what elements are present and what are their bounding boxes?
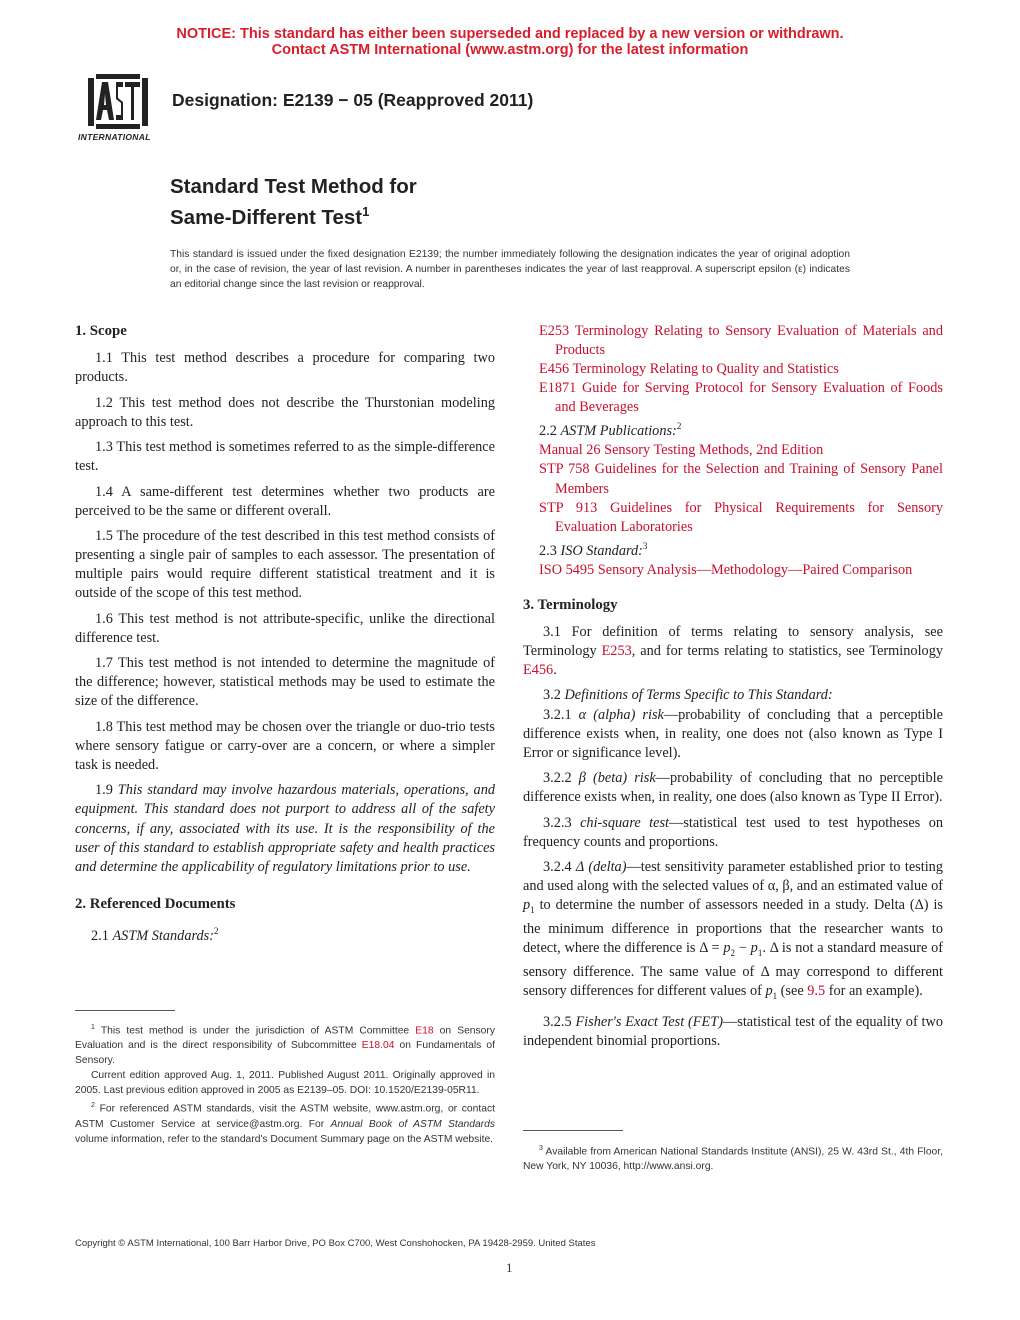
reference-item[interactable] — [523, 322, 943, 360]
copyright: Copyright © ASTM International, 100 Barr Harbor Drive, PO Box C700, West Conshohocken, PA 19428-2959. United States — [75, 1238, 596, 1249]
fet-term: Fisher's Exact Test (FET) — [575, 1013, 723, 1030]
left-column — [75, 322, 495, 946]
section-1-2: 1.2 This test method does not describe the Thurstonian modeling approach to this test. — [75, 394, 495, 430]
withdrawal-notice — [0, 26, 1020, 58]
footnotes-right — [523, 1141, 943, 1174]
section-1-7: 1.7 This test method is not intended to determine the magnitude of the difference; however, statistical methods may be used to estimate the size of the difference. — [75, 655, 495, 710]
reference-code[interactable]: E253 — [539, 323, 570, 339]
page-title — [170, 174, 417, 230]
reference-item[interactable] — [523, 379, 943, 417]
link-9-5[interactable]: 9.5 — [807, 983, 826, 1000]
section-2-3 — [523, 537, 943, 561]
section-3-2 — [523, 686, 943, 705]
section-2-2-number: 2.2 — [539, 423, 557, 440]
alpha-risk-definition: —probability of concluding that a perceptible difference exists when, in reality, one does not (also known as Type I Error or significance level). — [523, 706, 943, 761]
title-text: Same-Different Test — [170, 205, 363, 229]
delta-p1a: p — [523, 897, 531, 914]
beta-risk-term: β (beta) risk — [578, 770, 656, 787]
footnote-1-mark: 1 — [91, 1024, 95, 1031]
link-e18[interactable]: E18 — [415, 1025, 434, 1037]
delta-term: Δ (delta) — [575, 859, 627, 876]
section-1-6: 1.6 This test method is not attribute-specific, unlike the directional difference test. — [75, 610, 495, 646]
reference-code[interactable]: ISO 5495 — [539, 561, 595, 578]
section-3-1-text-c: . — [553, 662, 557, 679]
section-3-2-2-number: 3.2.2 — [543, 770, 572, 787]
section-3-2-2 — [523, 769, 943, 807]
footnote-3 — [523, 1141, 943, 1174]
reference-item[interactable] — [523, 360, 943, 379]
link-e18-04[interactable]: E18.04 — [361, 1040, 395, 1052]
reference-title[interactable]: Terminology Relating to Sensory Evaluation of Materials and Products — [555, 323, 943, 359]
section-2-2-mark: 2 — [676, 421, 682, 432]
delta-p2-sub: 2 — [730, 948, 736, 959]
section-3-1-text-a: 3.1 For definition of terms relating to sensory analysis, see Terminology — [523, 623, 943, 659]
reference-item[interactable] — [523, 460, 943, 498]
section-2-2 — [523, 417, 943, 441]
title-line-1: Standard Test Method for — [170, 175, 417, 198]
reference-item[interactable] — [523, 561, 943, 580]
reference-title[interactable]: Sensory Testing Methods, 2nd Edition — [604, 442, 824, 459]
section-2-1-mark: 2 — [214, 925, 219, 936]
footnote-2-italic: Annual Book of ASTM Standards — [330, 1118, 495, 1130]
footnote-1-text-b: on Sensory Evaluation and is the direct responsibility of Subcommittee — [75, 1025, 495, 1052]
section-2-3-mark: 3 — [642, 540, 648, 551]
delta-p1b-sub: 1 — [757, 948, 763, 959]
title-footnote-mark: 1 — [362, 204, 370, 219]
section-3-2-4-number: 3.2.4 — [543, 859, 572, 876]
delta-p1c: p — [765, 983, 773, 1000]
astm-publications-list — [523, 441, 943, 536]
delta-definition-b: to determine the number of assessors needed in a study. Delta (Δ) is the minimum difference in proportions that the researcher wants to detect, where the difference is Δ = — [523, 897, 943, 957]
section-3-2-1-number: 3.2.1 — [543, 706, 572, 723]
footnote-1 — [75, 1020, 495, 1068]
section-1-1: 1.1 This test method describes a procedure for comparing two products. — [75, 350, 495, 386]
section-2-1 — [75, 922, 495, 946]
section-3-1-text-b: , and for terms relating to statistics, see Terminology — [631, 642, 943, 659]
beta-risk-definition: —probability of concluding that no perceptible difference exists when, in reality, one does (also known as Type II Error). — [523, 770, 943, 806]
astm-logo — [76, 72, 160, 144]
reference-item[interactable] — [523, 499, 943, 537]
footnote-2 — [75, 1098, 495, 1146]
issued-note: This standard is issued under the fixed designation E2139; the number immediately following the designation indicates the year of original adoption or, in the case of revision, the year of last revision. A number in parentheses indicates the year of last reapproval. A superscript epsilon (ε) indicates an editorial change since the last revision or reapproval. — [170, 249, 850, 290]
footnote-2-text-b: volume information, refer to the standard's Document Summary page on the ASTM website. — [75, 1133, 494, 1145]
section-3-2-number: 3.2 — [543, 687, 561, 704]
section-3-1 — [523, 623, 943, 680]
reference-title[interactable]: Terminology Relating to Quality and Statistics — [572, 361, 839, 378]
section-1-9-number: 1.9 — [95, 782, 113, 799]
section-3-2-5 — [523, 1013, 943, 1051]
section-2-3-number: 2.3 — [539, 542, 557, 559]
chi-square-term: chi-square test — [580, 814, 670, 831]
page-number: 1 — [506, 1260, 513, 1275]
delta-definition-d: (see — [777, 983, 808, 1000]
reference-code[interactable]: STP 758 — [539, 461, 590, 478]
logo-caption: INTERNATIONAL — [78, 132, 151, 142]
footnote-2-mark: 2 — [91, 1102, 95, 1110]
footnote-rule-right — [523, 1130, 623, 1131]
reference-title[interactable]: Sensory Analysis—Methodology—Paired Comparison — [597, 561, 913, 578]
section-2-2-text: ASTM Publications: — [560, 423, 677, 440]
reference-title[interactable]: Guidelines for Physical Requirements for Sensory Evaluation Laboratories — [555, 499, 944, 535]
link-e253[interactable]: E253 — [601, 642, 632, 659]
section-3-2-4 — [523, 858, 943, 1006]
section-3-2-1 — [523, 706, 943, 763]
section-1-9-text: This standard may involve hazardous materials, operations, and equipment. This standard does not purport to address all of the safety concerns, if any, associated with its use. It is the responsibility of the user of this standard to establish appropriate safety and health practices and determine the applicability of regulatory limitations prior to use. — [75, 782, 495, 875]
section-2-3-text: ISO Standard: — [560, 542, 643, 559]
delta-definition-c: . Δ is not a standard measure of sensory difference. The same value of Δ may correspond to different sensory differences for different values of — [523, 940, 944, 1000]
section-1-4: 1.4 A same-different test determines whether two products are perceived to be the same or different overall. — [75, 483, 495, 519]
reference-code[interactable]: E456 — [539, 361, 570, 378]
delta-p1b: p — [750, 940, 758, 957]
section-3-2-5-number: 3.2.5 — [543, 1013, 572, 1030]
delta-definition-e: for an example). — [825, 983, 923, 1000]
section-2-1-number: 2.1 — [91, 927, 109, 944]
footnote-3-mark: 3 — [539, 1145, 543, 1152]
reference-code[interactable]: STP 913 — [539, 499, 598, 516]
delta-p1c-sub: 1 — [772, 991, 778, 1002]
astm-standards-list — [523, 322, 943, 417]
footnote-edition: Current edition approved Aug. 1, 2011. Published August 2011. Originally approved in 2005. Last previous edition approved in 2005 as E2139–05. DOI: 10.1520/E2139-05R11. — [75, 1070, 495, 1097]
section-3-2-text: Definitions of Terms Specific to This Standard: — [564, 687, 833, 704]
section-1-8: 1.8 This test method may be chosen over the triangle or duo-trio tests where sensory fatigue or carry-over are a concern, or where a simpler task is needed. — [75, 718, 495, 773]
title-line-2 — [170, 199, 417, 230]
reference-code[interactable]: E1871 — [539, 380, 577, 397]
chi-square-definition: —statistical test used to test hypotheses on frequency counts and proportions. — [523, 814, 944, 850]
section-1-9 — [75, 781, 495, 876]
delta-p2: p — [723, 940, 731, 957]
reference-title[interactable]: Guide for Serving Protocol for Sensory Evaluation of Foods and Beverages — [555, 380, 943, 416]
scope-heading: 1. Scope — [75, 323, 127, 339]
designation: Designation: E2139 − 05 (Reapproved 2011) — [172, 90, 534, 110]
footnote-rule-left — [75, 1010, 175, 1011]
fet-definition: —statistical test of the equality of two independent binomial proportions. — [523, 1013, 943, 1049]
terminology-heading: 3. Terminology — [523, 596, 618, 613]
refdocs-heading: 2. Referenced Documents — [75, 895, 236, 912]
iso-standards-list — [523, 561, 943, 580]
footnotes-left — [75, 1020, 495, 1147]
footnote-1-text-c: on Fundamentals of Sensory. — [75, 1040, 495, 1067]
reference-item[interactable] — [523, 441, 943, 460]
right-column — [523, 322, 943, 1057]
footnote-1-text-a: This test method is under the jurisdiction of ASTM Committee — [100, 1025, 416, 1037]
notice-line-2: Contact ASTM International (www.astm.org) for the latest information — [271, 42, 749, 58]
section-3-2-3 — [523, 814, 943, 852]
alpha-risk-term: α (alpha) risk — [578, 706, 664, 723]
footnote-3-text: Available from American National Standards Institute (ANSI), 25 W. 43rd St., 4th Floor, New York, NY 10036, http://www.ansi.org. — [523, 1146, 943, 1173]
notice-line-1: NOTICE: This standard has either been superseded and replaced by a new version or withdrawn. — [176, 26, 844, 42]
section-1-5: 1.5 The procedure of the test described in this test method consists of presenting a single pair of samples to each assessor. The presentation of multiple pairs would require different statistical treatment and it is outside of the scope of this test method. — [75, 528, 495, 602]
section-3-2-3-number: 3.2.3 — [543, 814, 572, 831]
section-2-1-text: ASTM Standards: — [112, 927, 214, 944]
link-e456[interactable]: E456 — [523, 662, 554, 679]
delta-definition-a: —test sensitivity parameter established prior to testing and used along with the selected values of α, β, and an estimated value of — [523, 859, 943, 895]
section-1-3: 1.3 This test method is sometimes referred to as the simple-difference test. — [75, 439, 495, 475]
reference-title[interactable]: Guidelines for the Selection and Training of Sensory Panel Members — [555, 461, 943, 497]
delta-p1a-sub: 1 — [530, 905, 535, 916]
reference-code[interactable]: Manual 26 — [539, 442, 601, 459]
delta-minus: − — [735, 940, 751, 957]
footnote-2-text-a: For referenced ASTM standards, visit the ASTM website, www.astm.org, or contact ASTM Customer Service at service@astm.org. For — [75, 1103, 495, 1130]
